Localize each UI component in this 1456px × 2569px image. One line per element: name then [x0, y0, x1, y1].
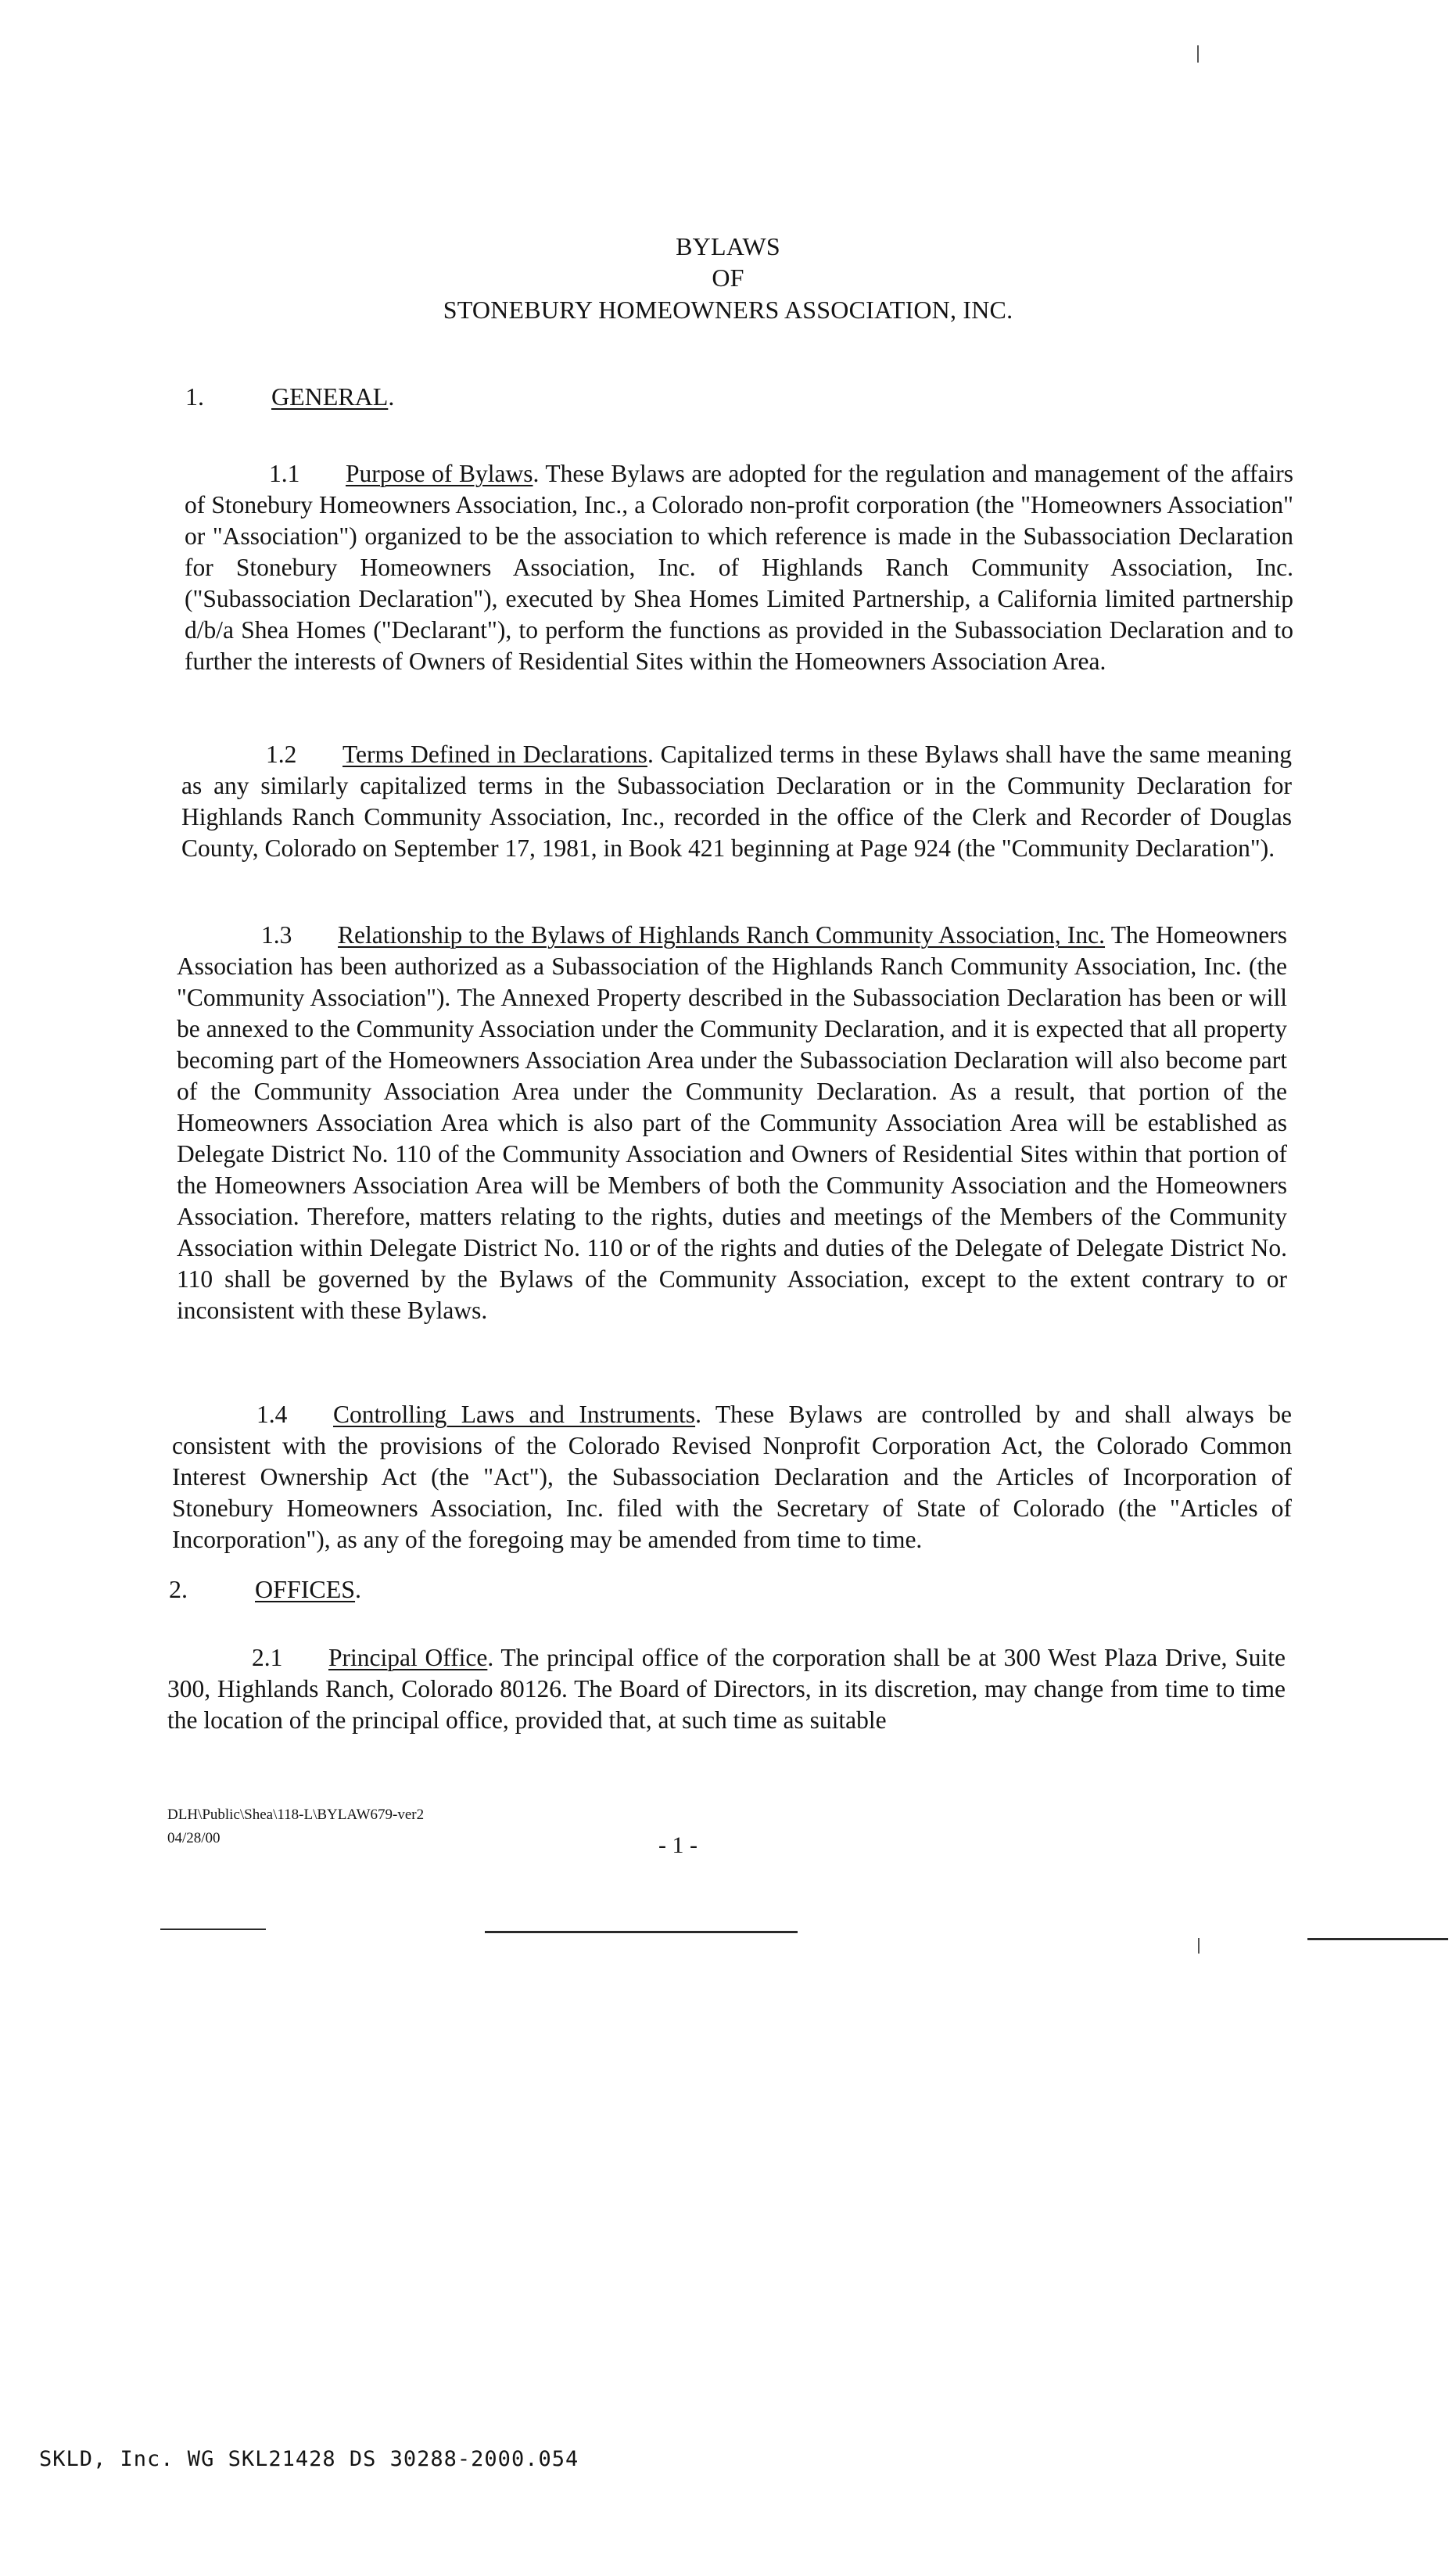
paragraph-number: 1.3: [261, 921, 292, 949]
paragraph-1-2: [181, 739, 1292, 864]
paragraph-text: . These Bylaws are adopted for the regulation and management of the affairs of Stonebury Homeowners Association, Inc., a Colorado non-profit corporation (the "Homeowners Association" or "Association") organized to be the association to which reference is made in the Subassociation Declaration for Stonebury Homeowners Association, Inc. of Highlands Ranch Community Association, Inc. ("Subassociation Declaration"), executed by Shea Homes Limited Partnership, a California limited partnership d/b/a Shea Homes ("Declarant"), to perform the functions as provided in the Subassociation Declaration and to further the interests of Owners of Residential Sites within the Homeowners Association Area.: [185, 460, 1293, 675]
paragraph-1-1: [185, 458, 1293, 677]
page-number: - 1 -: [658, 1832, 698, 1858]
paragraph-heading: Relationship to the Bylaws of Highlands Ranch Community Association, Inc.: [338, 921, 1106, 949]
paragraph-number: 2.1: [252, 1644, 283, 1671]
paragraph-1-4: [172, 1399, 1292, 1555]
section-heading-general: [185, 381, 394, 412]
scan-rule-center: [485, 1931, 798, 1933]
section-title: GENERAL: [271, 382, 389, 411]
paragraph-heading: Controlling Laws and Instruments: [333, 1401, 696, 1428]
section-number: 2.: [169, 1575, 188, 1603]
paragraph-number: 1.2: [266, 741, 297, 768]
section-title-period: .: [388, 382, 395, 411]
footer-file-path: DLH\Public\Shea\118-L\BYLAW679-ver2: [167, 1807, 425, 1823]
paragraph-number: 1.4: [256, 1401, 288, 1428]
section-heading-offices: [169, 1573, 361, 1605]
scan-mark-bottom: [1198, 1938, 1200, 1954]
paragraph-heading: Terms Defined in Declarations: [342, 741, 647, 768]
document-title-line-1: BYLAWS: [676, 232, 780, 260]
paragraph-number: 1.1: [269, 460, 300, 487]
paragraph-2-1: [167, 1642, 1286, 1736]
document-title-line-3: STONEBURY HOMEOWNERS ASSOCIATION, INC.: [443, 296, 1013, 324]
paragraph-heading: Purpose of Bylaws: [346, 460, 533, 487]
scan-rule-left: [160, 1929, 266, 1930]
paragraph-heading: Principal Office: [328, 1644, 488, 1671]
paragraph-text: . These Bylaws are controlled by and shall always be consistent with the provisions of the Colorado Revised Nonprofit Corporation Act, the Colorado Common Interest Ownership Act (the "Act"), the Subassociation Declaration and the Articles of Incorporation of Stonebury Homeowners Association, Inc. filed with the Secretary of State of Colorado (the "Articles of Incorporation"), as any of the foregoing may be amended from time to time.: [172, 1401, 1292, 1553]
paragraph-1-3: [177, 920, 1287, 1326]
section-title-period: .: [355, 1575, 362, 1603]
paragraph-text: . Capitalized terms in these Bylaws shall have the same meaning as any similarly capitalized terms in the Subassociation Declaration or in the Community Declaration for Highlands Ranch Community Association, Inc., recorded in the office of the Clerk and Recorder of Douglas County, Colorado on September 17, 1981, in Book 421 beginning at Page 924 (the "Community Declaration").: [181, 741, 1293, 862]
document-stamp: SKLD, Inc. WG SKL21428 DS 30288-2000.054: [39, 2447, 579, 2471]
paragraph-text: The Homeowners Association has been authorized as a Subassociation of the Highlands Ranch Community Association, Inc. (the "Community Association"). The Annexed Property described in the Subassociation Declaration has been or will be annexed to the Community Association under the Community Declaration, and it is expected that all property becoming part of the Homeowners Association Area under the Subassociation Declaration will also become part of the Community Association Area under the Community Declaration. As a result, that portion of the Homeowners Association Area which is also part of the Community Association Area will be established as Delegate District No. 110 of the Community Association and Owners of Residential Sites within that portion of the Homeowners Association Area will be Members of both the Community Association and the Homeowners Association. Therefore, matters relating to the rights, duties and meetings of the Members of the Community Association within Delegate District No. 110 or of the rights and duties of the Delegate of Delegate District No. 110 shall be governed by the Bylaws of the Community Association, except to the extent contrary to or inconsistent with these Bylaws.: [177, 921, 1287, 1324]
paragraph-text: . The principal office of the corporation shall be at 300 West Plaza Drive, Suite 300, Highlands Ranch, Colorado 80126. The Board of Directors, in its discretion, may change from time to time the location of the principal office, provided that, at such time as suitable: [167, 1644, 1286, 1734]
section-number: 1.: [185, 382, 204, 411]
scan-mark-top: [1197, 45, 1199, 63]
scan-rule-right: [1307, 1938, 1448, 1940]
section-title: OFFICES: [255, 1575, 356, 1603]
document-title-line-2: OF: [712, 264, 744, 292]
footer-date: 04/28/00: [167, 1830, 221, 1846]
